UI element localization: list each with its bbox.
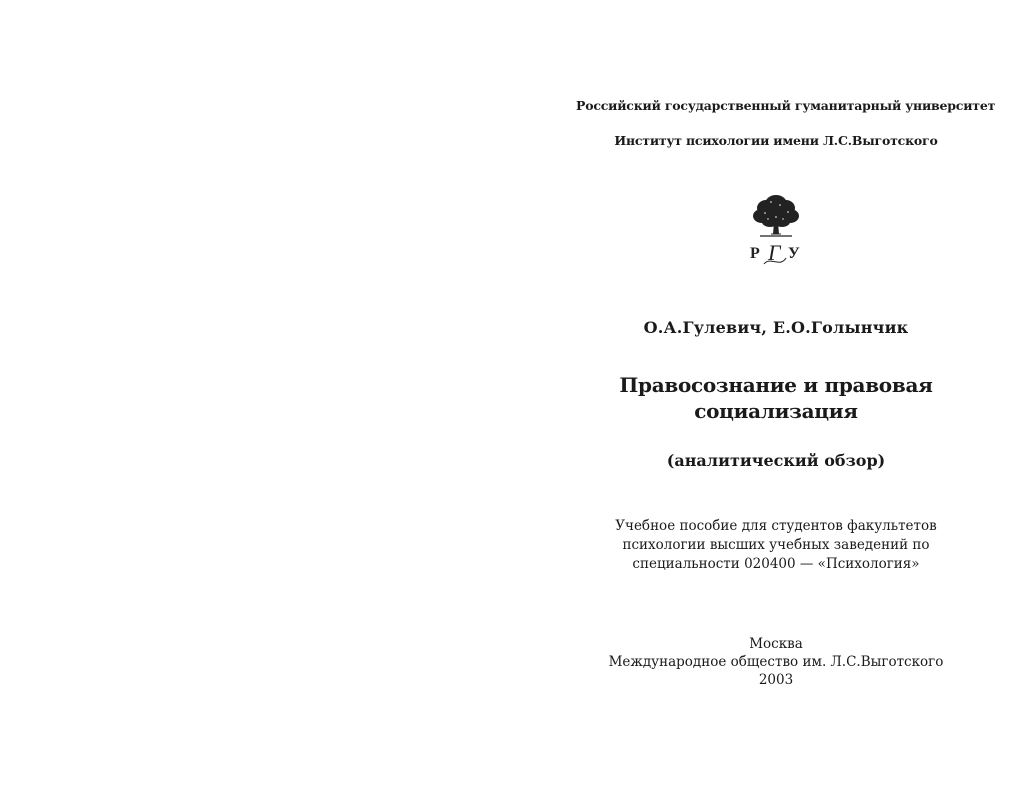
- book-title-line-1: Правосознание и правовая: [619, 373, 933, 397]
- svg-text:У: У: [788, 245, 800, 262]
- description-line-3: специальности 020400 — «Психология»: [632, 556, 920, 572]
- title-page-content: [576, 0, 996, 791]
- book-subtitle: (аналитический обзор): [666, 451, 886, 470]
- imprint: [576, 635, 976, 689]
- university-name: Российский государственный гуманитарный университет: [576, 98, 996, 113]
- authors: О.А.Гулевич, Е.О.Голынчик: [643, 318, 909, 337]
- svg-text:Г: Г: [768, 240, 781, 265]
- institute-name: Институт психологии имени Л.С.Выготского: [614, 133, 938, 148]
- rggu-tree-logo-icon: [738, 186, 814, 268]
- book-title-line-2: социализация: [694, 399, 858, 423]
- book-title: [576, 372, 976, 424]
- imprint-year: 2003: [758, 672, 794, 688]
- title-page: [512, 0, 1024, 791]
- svg-text:Р: Р: [750, 245, 760, 262]
- description-line-1: Учебное пособие для студентов факультетов: [615, 518, 937, 534]
- imprint-city: Москва: [749, 636, 803, 652]
- imprint-publisher: Международное общество им. Л.С.Выготского: [608, 654, 944, 670]
- description-line-2: психологии высших учебных заведений по: [622, 537, 930, 553]
- book-description: [576, 517, 976, 574]
